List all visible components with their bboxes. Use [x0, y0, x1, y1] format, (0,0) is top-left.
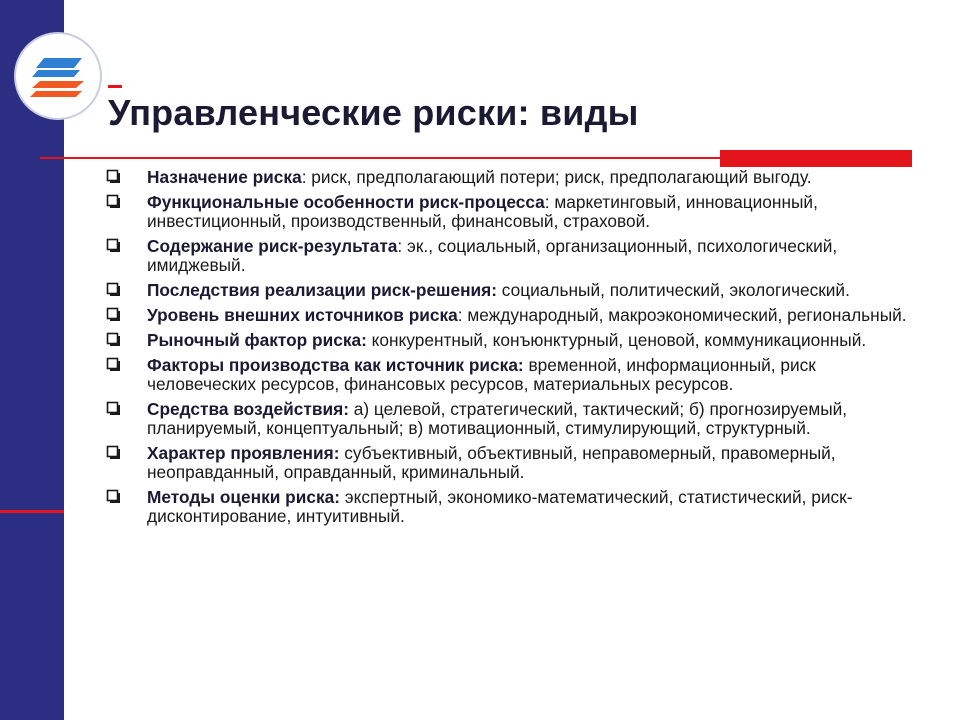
hollow-square-bullet-icon — [106, 194, 121, 209]
item-key: Рыночный фактор риска: — [147, 330, 367, 350]
bullet-list — [104, 168, 924, 532]
hollow-square-bullet-icon — [106, 489, 121, 504]
title-underline — [40, 157, 720, 159]
item-key: Факторы производства как источник риска: — [147, 355, 524, 375]
hollow-square-bullet-icon — [106, 445, 121, 460]
list-item — [104, 356, 924, 394]
list-item — [104, 331, 924, 350]
hollow-square-bullet-icon — [106, 307, 121, 322]
item-key: Уровень внешних источников риска — [147, 305, 458, 325]
slide-title: Управленческие риски: виды — [108, 92, 639, 133]
hollow-square-bullet-icon — [106, 357, 121, 372]
hollow-square-bullet-icon — [106, 169, 121, 184]
logo — [14, 32, 102, 120]
hollow-square-bullet-icon — [106, 282, 121, 297]
hollow-square-bullet-icon — [106, 238, 121, 253]
list-item — [104, 306, 924, 325]
item-key: Назначение риска — [147, 167, 302, 187]
hollow-square-bullet-icon — [106, 401, 121, 416]
list-item — [104, 193, 924, 231]
item-text: экспертный, экономико-математический, статистический, риск-дисконтирование, интуитивный. — [147, 487, 853, 526]
item-text: : эк., социальный, организационный, психологический, имиджевый. — [147, 236, 838, 275]
item-text: временной, информационный, риск человеческих ресурсов, финансовых ресурсов, материальных ресурсов. — [147, 355, 816, 394]
title-dash-accent — [108, 85, 122, 88]
item-key: Последствия реализации риск-решения: — [147, 280, 497, 300]
list-item — [104, 444, 924, 482]
list-item — [104, 281, 924, 300]
item-key: Функциональные особенности риск-процесса — [147, 192, 545, 212]
title-red-block — [720, 150, 912, 167]
item-text: субъективный, объективный, неправомерный, правомерный, неоправданный, оправданный, криминальный. — [147, 443, 836, 482]
books-logo-icon — [22, 40, 94, 112]
left-bar-red-accent — [0, 510, 64, 513]
list-item — [104, 168, 924, 187]
item-key: Методы оценки риска: — [147, 487, 340, 507]
item-key: Средства воздействия: — [147, 399, 349, 419]
item-text: социальный, политический, экологический. — [496, 280, 850, 300]
list-item — [104, 237, 924, 275]
list-item — [104, 400, 924, 438]
item-key: Содержание риск-результата — [147, 236, 398, 256]
hollow-square-bullet-icon — [106, 332, 121, 347]
item-text: а) целевой, стратегический, тактический; б) прогнозируемый, планируемый, концептуальный; в) мотивационный, стимулирующий, структурный. — [147, 399, 848, 438]
item-text: : маркетинговый, инновационный, инвестиционный, производственный, финансовый, страховой. — [147, 192, 818, 231]
item-key: Характер проявления: — [147, 443, 340, 463]
item-text: : международный, макроэкономический, региональный. — [457, 305, 907, 325]
list-item — [104, 488, 924, 526]
item-text: : риск, предполагающий потери; риск, предполагающий выгоду. — [301, 167, 812, 187]
item-text: конкурентный, конъюнктурный, ценовой, коммуникационный. — [366, 330, 867, 350]
